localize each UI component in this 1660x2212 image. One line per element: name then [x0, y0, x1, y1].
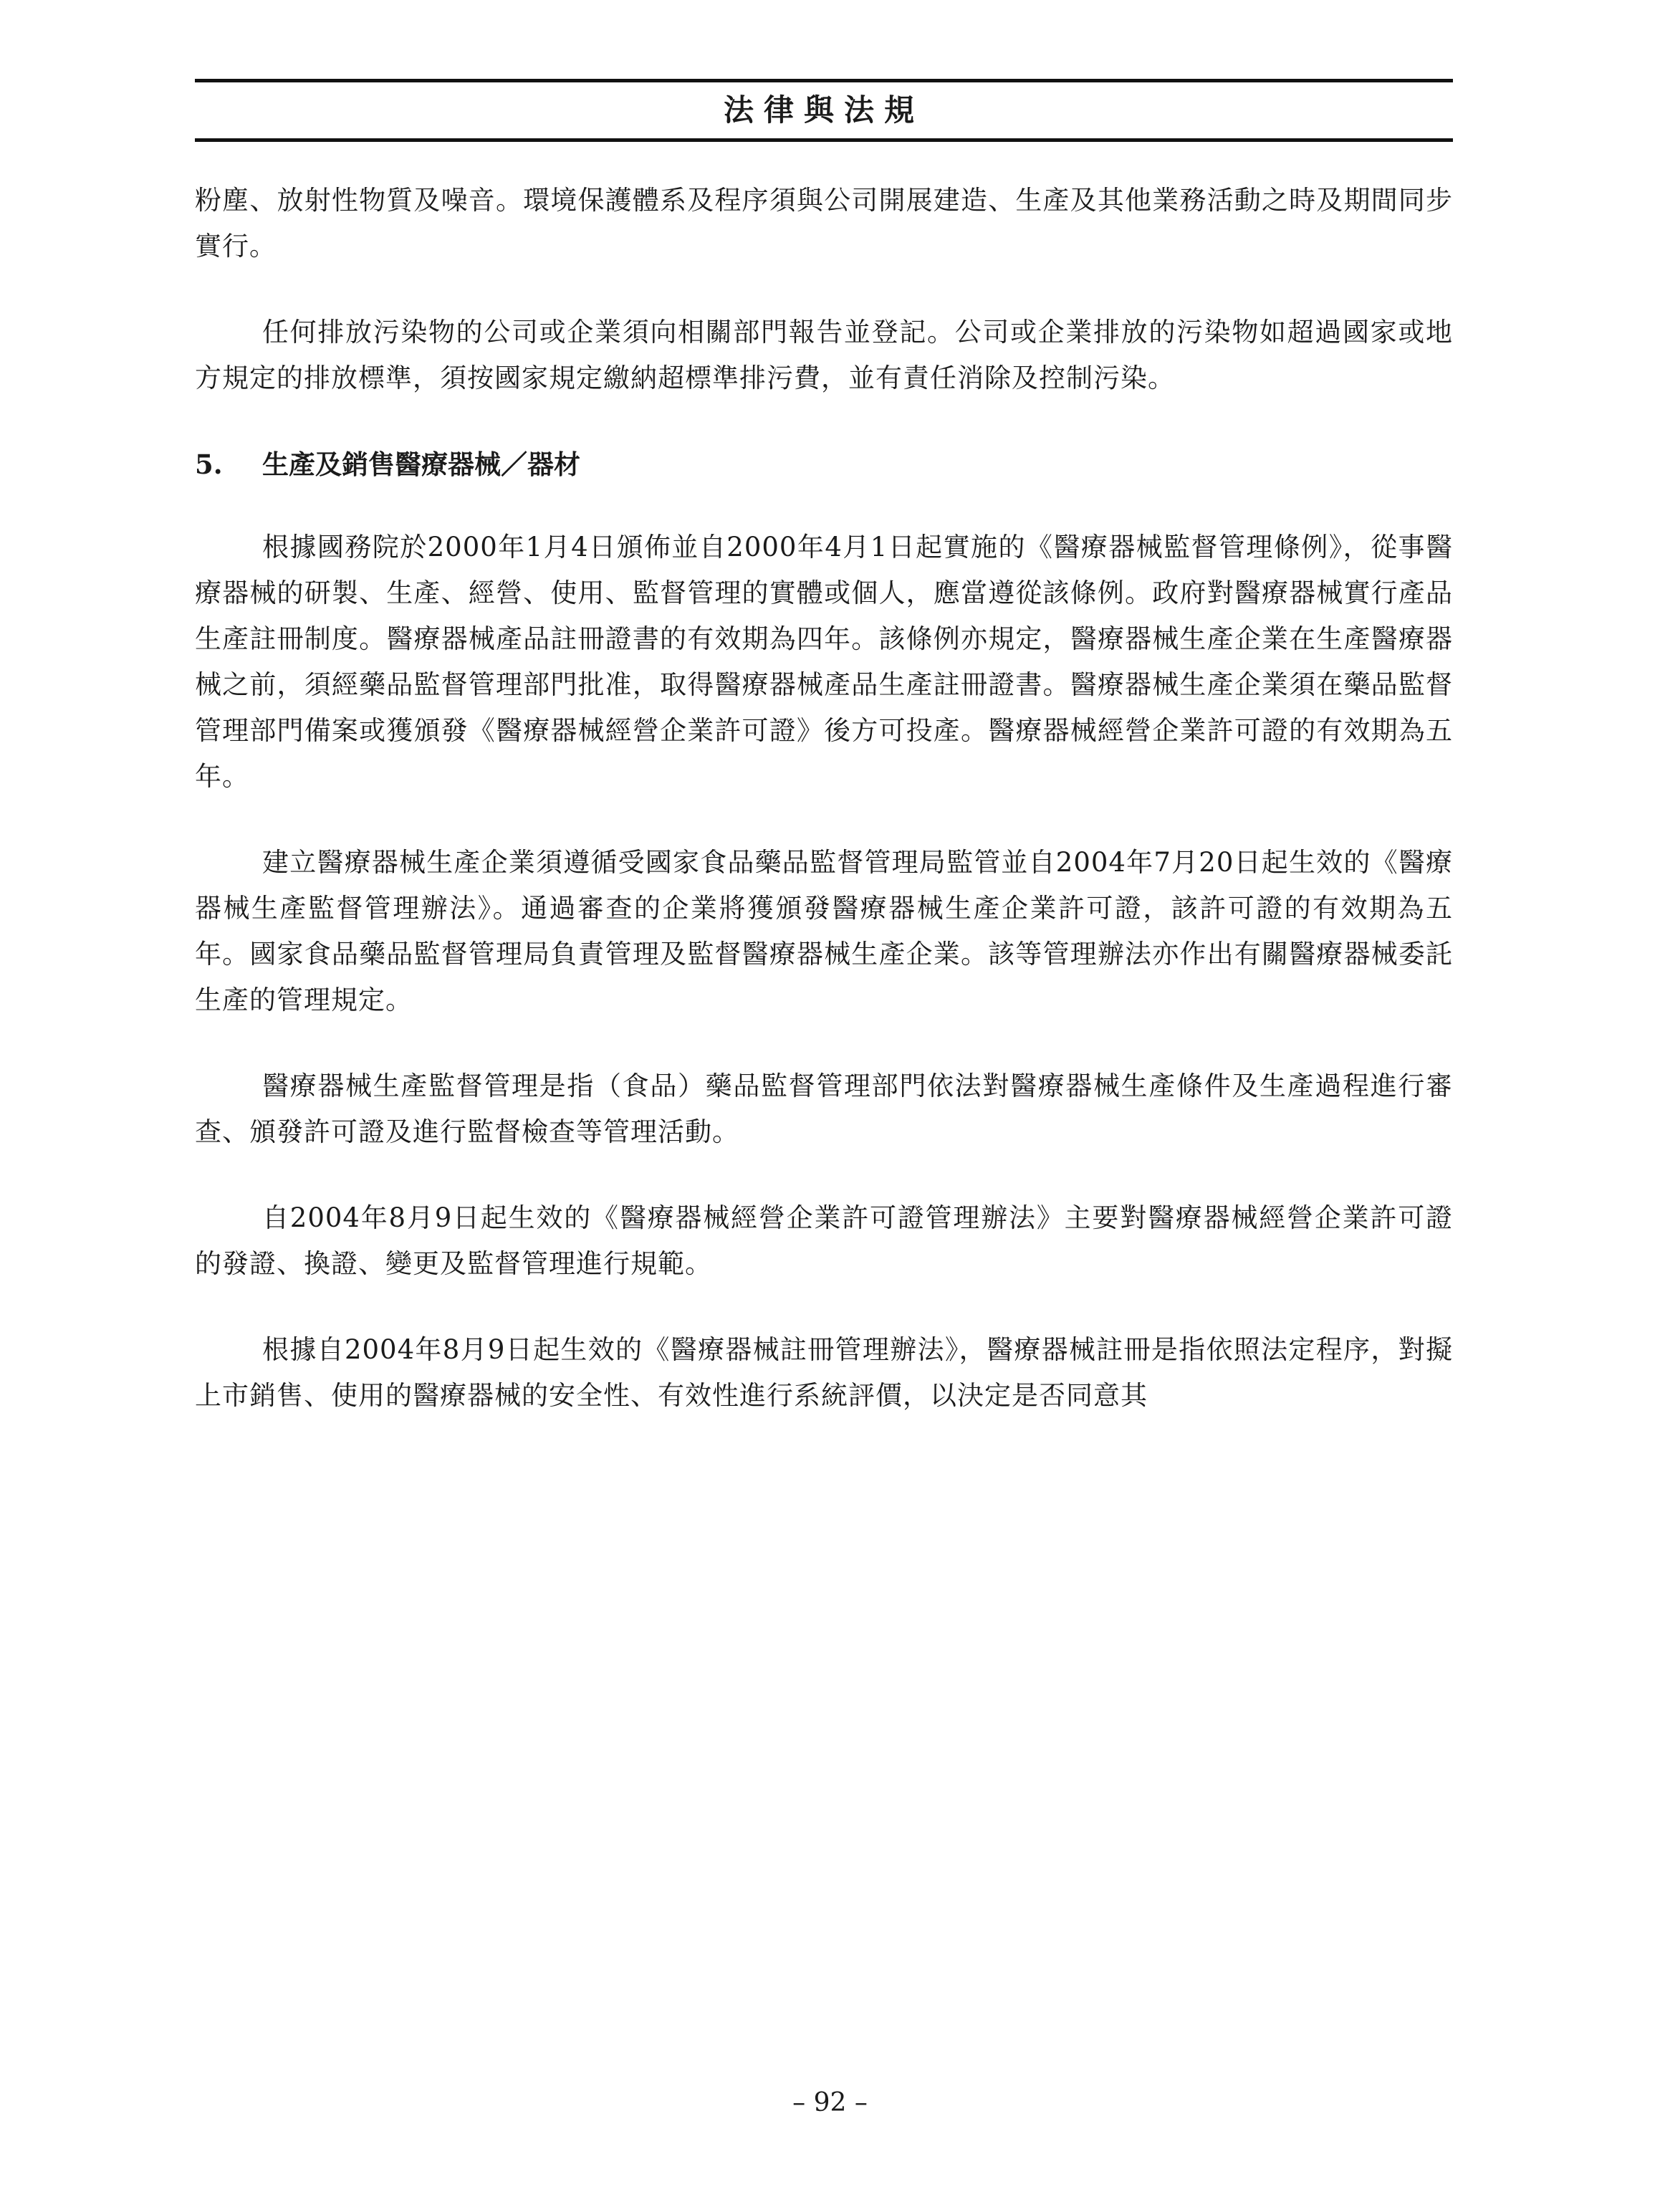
section-title: 生產及銷售醫療器械／器材 [262, 449, 580, 480]
page-header-title: 法律與法規 [723, 92, 924, 128]
paragraph-operating-license-2004: 自2004年8月9日起生效的《醫療器械經營企業許可證管理辦法》主要對醫療器械經營企業許可證的發證、換證、變更及監督管理進行規範。 [195, 1202, 1453, 1279]
header-top-rule [195, 79, 1453, 82]
paragraph-production-supervision-2004: 建立醫療器械生產企業須遵循受國家食品藥品監督管理局監管並自2004年7月20日起生效的《醫療器械生產監督管理辦法》。通過審查的企業將獲頒發醫療器械生產企業許可證，該許可證的有效期為五年。國家食品藥品監督管理局負責管理及監督醫療器械生產企業。該等管理辦法亦作出有關醫療器械委託生產的管理規定。 [195, 847, 1453, 1015]
section-number: 5. [195, 449, 223, 480]
paragraph-pollution-reporting: 任何排放污染物的公司或企業須向相關部門報告並登記。公司或企業排放的污染物如超過國家或地方規定的排放標準，須按國家規定繳納超標準排污費，並有責任消除及控制污染。 [195, 317, 1453, 393]
header-bottom-rule [195, 138, 1453, 142]
paragraph-registration-2004: 根據自2004年8月9日起生效的《醫療器械註冊管理辦法》，醫療器械註冊是指依照法定程序，對擬上市銷售、使用的醫療器械的安全性、有效性進行系統評價，以決定是否同意其 [195, 1334, 1453, 1411]
page-number: – 92 – [792, 2088, 868, 2117]
document-body [195, 178, 1453, 1459]
paragraph-regulation-2000: 根據國務院於2000年1月4日頒佈並自2000年4月1日起實施的《醫療器械監督管理條例》，從事醫療器械的研製、生產、經營、使用、監督管理的實體或個人，應當遵從該條例。政府對醫療器械實行產品生產註冊制度。醫療器械產品註冊證書的有效期為四年。該條例亦規定，醫療器械生產企業在生產醫療器械之前，須經藥品監督管理部門批准，取得醫療器械產品生產註冊證書。醫療器械生產企業須在藥品監督管理部門備案或獲頒發《醫療器械經營企業許可證》後方可投產。醫療器械經營企業許可證的有效期為五年。 [195, 532, 1453, 792]
paragraph-continued: 粉塵、放射性物質及噪音。環境保護體系及程序須與公司開展建造、生產及其他業務活動之時及期間同步實行。 [195, 185, 1453, 262]
section-heading [195, 441, 1453, 487]
paragraph-supervision-definition: 醫療器械生產監督管理是指（食品）藥品監督管理部門依法對醫療器械生產條件及生產過程進行審查、頒發許可證及進行監督檢查等管理活動。 [195, 1071, 1453, 1147]
